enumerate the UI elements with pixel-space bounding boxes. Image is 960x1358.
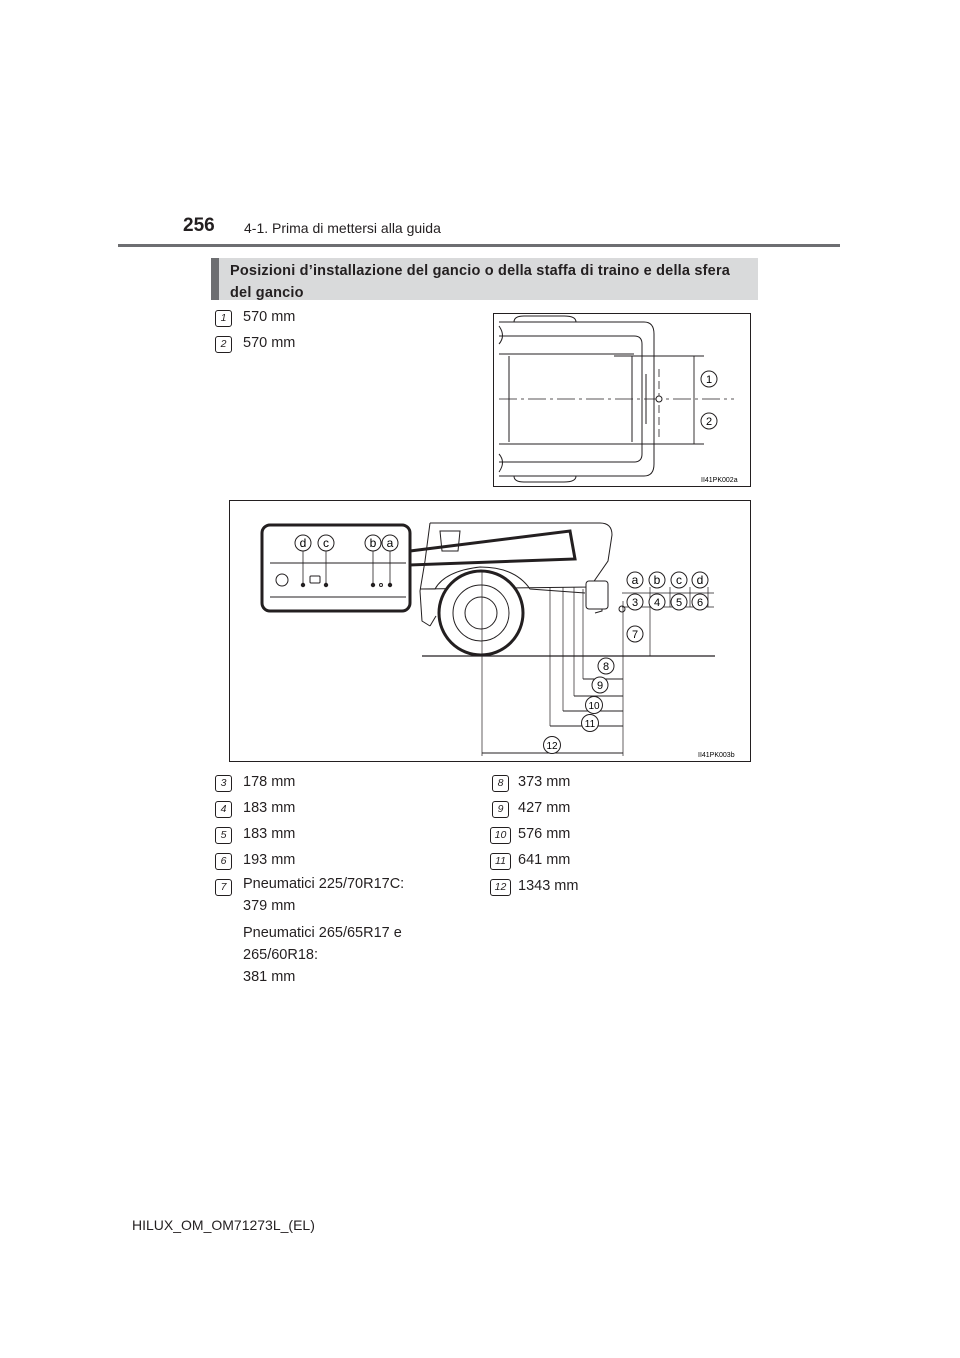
item-number-6: 6 xyxy=(215,853,232,870)
item-value-5: 183 mm xyxy=(243,826,296,842)
callout-6: 6 xyxy=(696,597,704,609)
callout-8: 8 xyxy=(602,661,610,673)
item-value-6: 193 mm xyxy=(243,852,296,868)
callout-4: 4 xyxy=(653,597,661,609)
callout-12: 12 xyxy=(546,741,558,752)
item-number-8: 8 xyxy=(492,775,509,792)
item-value-3: 178 mm xyxy=(243,774,296,790)
item-value-7-alt xyxy=(243,922,402,988)
item-number-1: 1 xyxy=(215,310,232,327)
item-value-7 xyxy=(243,873,404,917)
inset-letter-b: b xyxy=(369,536,377,550)
letter-b: b xyxy=(653,573,661,587)
item-7-alt-line-3: 381 mm xyxy=(243,969,296,985)
section-header: 4-1. Prima di mettersi alla guida xyxy=(244,220,441,236)
callout-10: 10 xyxy=(588,701,600,712)
letter-a: a xyxy=(631,573,639,587)
inset-letter-c: c xyxy=(323,536,329,550)
item-value-8: 373 mm xyxy=(518,774,571,790)
item-number-5: 5 xyxy=(215,827,232,844)
item-number-4: 4 xyxy=(215,801,232,818)
figure-top-view-drawing xyxy=(494,314,750,486)
item-number-2: 2 xyxy=(215,336,232,353)
document-footer: HILUX_OM_OM71273L_(EL) xyxy=(132,1217,315,1233)
figure-top-view xyxy=(493,313,751,487)
item-7-alt-line-1: Pneumatici 265/65R17 e xyxy=(243,925,402,941)
item-value-12: 1343 mm xyxy=(518,878,579,894)
page-number: 256 xyxy=(183,215,215,236)
figure-side-view xyxy=(229,500,751,762)
item-value-1: 570 mm xyxy=(243,309,296,325)
item-7-line-1: Pneumatici 225/70R17C: xyxy=(243,876,405,892)
item-number-9: 9 xyxy=(492,801,509,818)
letter-d: d xyxy=(696,573,704,587)
item-7-alt-line-2: 265/60R18: xyxy=(243,947,318,963)
callout-3: 3 xyxy=(631,597,639,609)
section-title-box xyxy=(211,258,758,300)
item-number-11: 11 xyxy=(490,853,511,870)
callout-1: 1 xyxy=(705,374,713,386)
inset-letter-a: a xyxy=(386,536,394,550)
figure-code-2: II41PK003b xyxy=(698,752,735,759)
figure-side-view-drawing xyxy=(230,501,750,761)
item-number-12: 12 xyxy=(490,879,511,896)
callout-11: 11 xyxy=(584,719,596,730)
item-value-4: 183 mm xyxy=(243,800,296,816)
callout-9: 9 xyxy=(596,680,604,692)
item-value-2: 570 mm xyxy=(243,335,296,351)
item-number-7: 7 xyxy=(215,879,232,896)
item-value-10: 576 mm xyxy=(518,826,571,842)
inset-letter-d: d xyxy=(299,536,307,550)
header-rule xyxy=(118,244,840,247)
item-value-11: 641 mm xyxy=(518,852,571,868)
callout-2: 2 xyxy=(705,416,713,428)
section-title: Posizioni d’installazione del gancio o della staffa di traino e della sfera del gancio xyxy=(230,263,731,301)
item-7-line-2: 379 mm xyxy=(243,898,296,914)
item-number-3: 3 xyxy=(215,775,232,792)
callout-5: 5 xyxy=(675,597,683,609)
letter-c: c xyxy=(676,573,682,587)
item-number-10: 10 xyxy=(490,827,511,844)
callout-7: 7 xyxy=(631,629,639,641)
item-value-9: 427 mm xyxy=(518,800,571,816)
figure-code-1: II41PK002a xyxy=(701,477,738,484)
